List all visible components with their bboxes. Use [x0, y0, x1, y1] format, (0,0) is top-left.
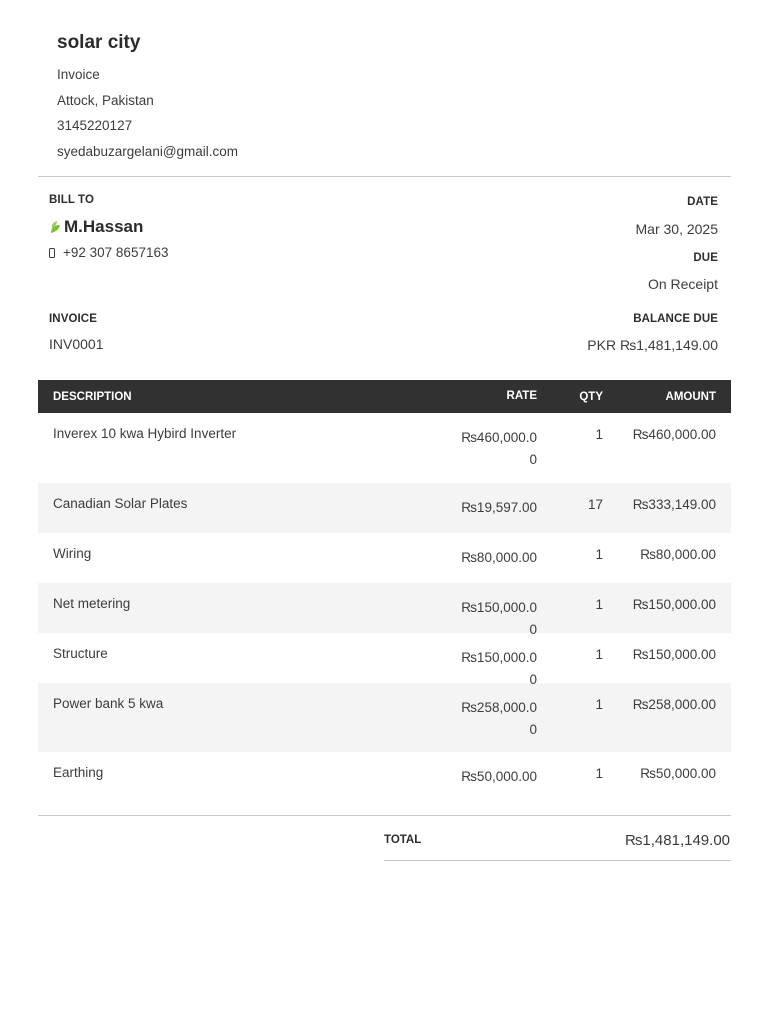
item-description: Earthing — [53, 765, 104, 780]
table-row — [38, 583, 731, 637]
table-row — [38, 683, 731, 752]
item-qty: 1 — [595, 427, 603, 442]
item-qty: 1 — [595, 697, 603, 712]
header-rate: RATE — [506, 389, 537, 402]
item-rate: ₨50,000.00 — [461, 769, 537, 784]
item-amount: ₨50,000.00 — [640, 766, 716, 781]
table-row — [38, 752, 731, 802]
item-qty: 1 — [595, 766, 603, 781]
client-phone: +92 307 8657163 — [63, 245, 169, 260]
item-amount: ₨150,000.00 — [632, 647, 716, 662]
phone-icon — [49, 248, 55, 258]
invoice-number: INV0001 — [49, 336, 104, 352]
total-underline — [384, 860, 731, 861]
item-description: Net metering — [53, 596, 131, 611]
item-description: Structure — [53, 646, 108, 661]
line-items-table — [38, 380, 731, 413]
balance-due-label: BALANCE DUE — [633, 313, 718, 325]
total-label: TOTAL — [384, 834, 422, 846]
company-email: syedabuzargelani@gmail.com — [57, 143, 239, 159]
item-qty: 1 — [595, 647, 603, 662]
due-value: On Receipt — [647, 276, 718, 292]
table-row — [38, 483, 731, 533]
date-value: Mar 30, 2025 — [635, 221, 718, 237]
date-label: DATE — [687, 196, 718, 208]
header-qty: QTY — [579, 390, 603, 403]
item-description: Canadian Solar Plates — [53, 496, 188, 511]
table-body — [38, 413, 731, 802]
company-name: solar city — [57, 32, 141, 53]
company-header — [57, 30, 238, 164]
table-row — [38, 533, 731, 583]
item-rate: ₨258,000.00 — [461, 700, 537, 737]
total-value: ₨1,481,149.00 — [624, 832, 730, 849]
item-amount: ₨460,000.00 — [632, 427, 716, 442]
table-divider — [38, 815, 731, 816]
company-location: Attock, Pakistan — [57, 92, 154, 108]
item-description: Inverex 10 kwa Hybird Inverter — [53, 426, 237, 441]
company-phone: 3145220127 — [57, 118, 133, 133]
item-description: Wiring — [53, 546, 92, 561]
document-type: Invoice — [57, 67, 100, 82]
item-qty: 17 — [587, 497, 603, 512]
item-rate: ₨80,000.00 — [461, 550, 537, 565]
header-divider — [38, 176, 731, 177]
due-label: DUE — [693, 252, 718, 264]
bill-to-label: BILL TO — [49, 194, 94, 206]
header-amount: AMOUNT — [665, 390, 716, 403]
client-name: M.Hassan — [64, 217, 144, 236]
header-description: DESCRIPTION — [53, 390, 132, 403]
item-amount: ₨150,000.00 — [632, 597, 716, 612]
client-name-row — [49, 217, 143, 237]
item-amount: ₨258,000.00 — [632, 697, 716, 712]
balance-due-value: PKR ₨1,481,149.00 — [587, 337, 718, 353]
leaf-icon — [49, 220, 62, 234]
item-qty: 1 — [595, 547, 603, 562]
item-qty: 1 — [595, 597, 603, 612]
item-amount: ₨333,149.00 — [632, 497, 716, 512]
table-row — [38, 633, 731, 687]
client-phone-row — [49, 245, 168, 260]
item-rate: ₨150,000.00 — [461, 600, 537, 637]
item-description: Power bank 5 kwa — [53, 696, 164, 711]
table-header — [38, 380, 731, 413]
table-row — [38, 413, 731, 483]
item-rate: ₨460,000.00 — [461, 430, 537, 467]
item-rate: ₨150,000.00 — [461, 650, 537, 687]
item-amount: ₨80,000.00 — [640, 547, 716, 562]
invoice-label: INVOICE — [49, 313, 97, 325]
item-rate: ₨19,597.00 — [461, 500, 537, 515]
